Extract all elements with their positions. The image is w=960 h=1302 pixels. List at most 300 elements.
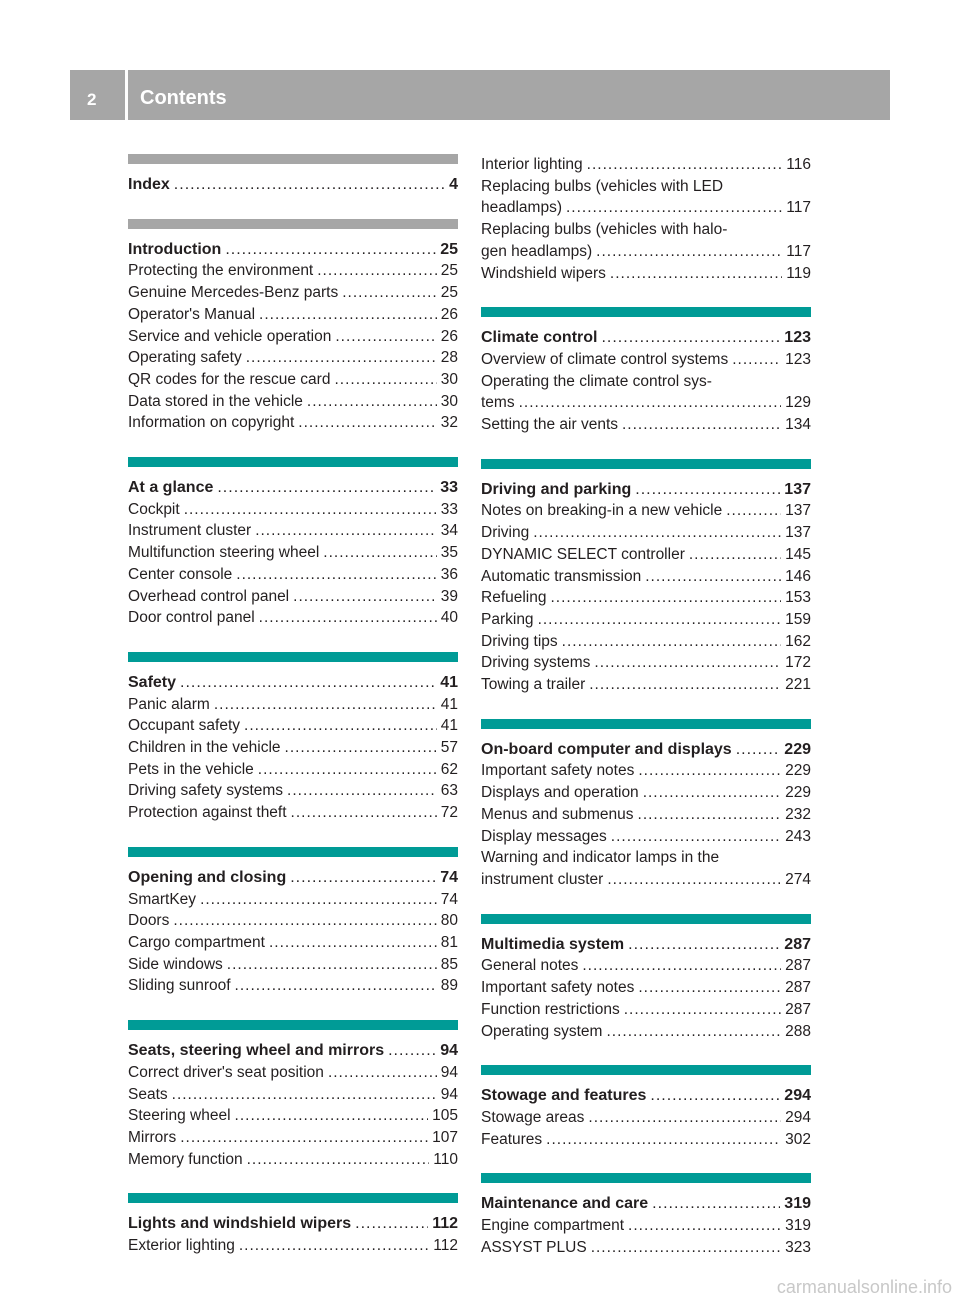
toc-entry-page-number: 94 — [440, 1085, 458, 1103]
toc-entry-page-number: 39 — [440, 587, 458, 605]
dot-leader — [285, 737, 437, 759]
toc-entry-row — [481, 197, 811, 219]
toc-entry-page-number: 302 — [785, 1130, 811, 1148]
section-title: At a glance — [128, 479, 214, 497]
toc-entry-row — [128, 802, 458, 824]
toc-entry-label: Operating safety — [128, 349, 242, 367]
dot-leader — [610, 263, 782, 285]
toc-entry-label: Driving tips — [481, 632, 558, 650]
toc-entry-row — [481, 1107, 811, 1129]
toc-entry-label-line1: Warning and indicator lamps in the — [481, 849, 720, 867]
toc-entry-row — [481, 566, 811, 588]
toc-entry-label: Important safety notes — [481, 979, 635, 997]
toc-entry-label: ASSYST PLUS — [481, 1238, 587, 1256]
toc-entry[interactable] — [128, 369, 458, 391]
toc-right-column — [481, 154, 811, 1281]
dot-leader — [645, 566, 781, 588]
toc-entry-label: Protection against theft — [128, 804, 287, 822]
toc-entry-page-number: 319 — [785, 1217, 811, 1235]
toc-entry-label: SmartKey — [128, 890, 197, 908]
dot-leader — [172, 1084, 437, 1106]
toc-entry-label: Occupant safety — [128, 717, 241, 735]
toc-entry[interactable] — [481, 522, 811, 544]
toc-entry-page-number: 25 — [440, 262, 458, 280]
toc-section — [128, 457, 458, 629]
section-title: Opening and closing — [128, 868, 287, 886]
toc-entry-page-number: 36 — [440, 565, 458, 583]
toc-entry-page-number: 229 — [785, 762, 811, 780]
toc-entry-page-number: 243 — [785, 827, 811, 845]
dot-leader — [323, 542, 436, 564]
toc-entry-page-number: 153 — [785, 589, 811, 607]
dot-leader — [736, 739, 781, 761]
toc-entry-label: Protecting the environment — [128, 262, 314, 280]
toc-entry[interactable] — [481, 631, 811, 653]
toc-entry-row — [128, 672, 458, 694]
dot-leader — [246, 347, 437, 369]
toc-entry-label: Windshield wipers — [481, 264, 606, 282]
toc-entry[interactable] — [128, 1084, 458, 1106]
section-heading[interactable] — [128, 672, 458, 694]
toc-entry-row — [481, 349, 811, 371]
dot-leader — [173, 910, 436, 932]
toc-entry-page-number: 274 — [785, 870, 811, 888]
toc-entry-label: Exterior lighting — [128, 1237, 235, 1255]
toc-entry[interactable] — [481, 652, 811, 674]
section-heading[interactable] — [128, 1213, 458, 1235]
section-bar — [128, 1193, 458, 1203]
dot-leader — [334, 369, 436, 391]
toc-entry-page-number: 159 — [785, 610, 811, 628]
toc-entry[interactable] — [481, 760, 811, 782]
toc-entry-label: Mirrors — [128, 1128, 177, 1146]
toc-section — [481, 307, 811, 436]
toc-entry-row — [128, 174, 458, 196]
toc-entry-label: gen headlamps) — [481, 242, 593, 260]
toc-entry-row — [481, 1193, 811, 1215]
toc-entry-row — [128, 520, 458, 542]
toc-entry-row — [128, 737, 458, 759]
section-title: Lights and windshield wipers — [128, 1215, 352, 1233]
section-heading[interactable] — [481, 1193, 811, 1215]
dot-leader — [594, 652, 781, 674]
section-heading[interactable] — [481, 479, 811, 501]
toc-entry[interactable] — [481, 154, 811, 176]
toc-entry-page-number: 80 — [440, 912, 458, 930]
dot-leader — [269, 932, 437, 954]
toc-entry[interactable] — [128, 802, 458, 824]
page-header — [70, 70, 890, 120]
toc-entry-row — [128, 1040, 458, 1062]
toc-entry-row — [128, 369, 458, 391]
dot-leader — [342, 282, 437, 304]
toc-entry-label: Information on copyright — [128, 414, 295, 432]
toc-entry-row — [128, 1149, 458, 1171]
toc-section — [481, 1065, 811, 1150]
toc-entry-row — [128, 759, 458, 781]
toc-entry[interactable] — [481, 977, 811, 999]
toc-entry-row — [128, 499, 458, 521]
toc-entry-label-line1: Operating the climate control sys- — [481, 372, 712, 390]
toc-section — [481, 719, 811, 891]
section-heading[interactable] — [128, 239, 458, 261]
toc-entry-label: Steering wheel — [128, 1107, 231, 1125]
toc-entry-row — [128, 564, 458, 586]
toc-section — [481, 459, 811, 696]
toc-entry-row — [481, 674, 811, 696]
toc-entry-page-number: 129 — [785, 394, 811, 412]
toc-entry-page-number: 74 — [440, 890, 458, 908]
toc-entry[interactable] — [481, 371, 811, 414]
toc-entry-row — [128, 586, 458, 608]
toc-entry[interactable] — [481, 804, 811, 826]
section-bar — [128, 457, 458, 467]
toc-entry-label: Data stored in the vehicle — [128, 392, 303, 410]
toc-entry[interactable] — [481, 847, 811, 890]
toc-entry-page-number: 323 — [785, 1238, 811, 1256]
dot-leader — [601, 327, 780, 349]
toc-entry[interactable] — [128, 737, 458, 759]
toc-entry-row — [481, 609, 811, 631]
toc-entry-row — [481, 1215, 811, 1237]
dot-leader — [638, 804, 782, 826]
toc-entry[interactable] — [128, 1149, 458, 1171]
section-title: Multimedia system — [481, 935, 625, 953]
toc-entry-label-line1: Replacing bulbs (vehicles with halo- — [481, 221, 728, 239]
toc-entry-page-number: 162 — [785, 632, 811, 650]
toc-entry-row — [481, 934, 811, 956]
toc-entry-label-line1: Replacing bulbs (vehicles with LED — [481, 177, 724, 195]
toc-entry-label: Stowage areas — [481, 1108, 585, 1126]
toc-entry[interactable] — [481, 500, 811, 522]
toc-entry[interactable] — [128, 412, 458, 434]
toc-entry-page-number: 172 — [785, 654, 811, 672]
toc-entry-label: Memory function — [128, 1150, 243, 1168]
toc-entry[interactable] — [128, 759, 458, 781]
section-title: Introduction — [128, 240, 222, 258]
toc-entry-page-number: 35 — [440, 544, 458, 562]
toc-entry[interactable] — [481, 176, 811, 219]
section-title: On-board computer and displays — [481, 740, 732, 758]
toc-entry-page-number: 28 — [440, 349, 458, 367]
toc-entry-row — [481, 263, 811, 285]
toc-entry[interactable] — [128, 326, 458, 348]
dot-leader — [200, 889, 437, 911]
dot-leader — [180, 1127, 428, 1149]
toc-entry-page-number: 123 — [785, 350, 811, 368]
toc-entry-label: Pets in the vehicle — [128, 760, 254, 778]
toc-entry[interactable] — [128, 391, 458, 413]
toc-entry-page-number: 63 — [440, 782, 458, 800]
toc-entry[interactable] — [481, 1129, 811, 1151]
toc-entry-row — [128, 282, 458, 304]
section-heading[interactable] — [481, 934, 811, 956]
dot-leader — [638, 977, 781, 999]
toc-entry-row — [128, 1213, 458, 1235]
section-page-number: 33 — [440, 479, 458, 497]
toc-entry-page-number: 62 — [440, 760, 458, 778]
section-heading[interactable] — [128, 174, 458, 196]
toc-entry[interactable] — [128, 347, 458, 369]
toc-entry-page-number: 145 — [785, 545, 811, 563]
section-bar — [481, 1065, 811, 1075]
dot-leader — [596, 241, 782, 263]
dot-leader — [247, 1149, 430, 1171]
dot-leader — [180, 672, 436, 694]
dot-leader — [643, 782, 781, 804]
toc-entry-row — [481, 1021, 811, 1043]
toc-entry-row — [481, 999, 811, 1021]
dot-leader — [225, 239, 436, 261]
section-page-number: 229 — [784, 740, 811, 758]
dot-leader — [622, 414, 781, 436]
toc-entry[interactable] — [481, 674, 811, 696]
dot-leader — [624, 999, 781, 1021]
toc-entry-label: Genuine Mercedes-Benz parts — [128, 284, 339, 302]
toc-entry-page-number: 72 — [440, 804, 458, 822]
toc-entry-label: Service and vehicle operation — [128, 327, 332, 345]
dot-leader — [533, 522, 781, 544]
toc-entry-row — [481, 652, 811, 674]
toc-entry[interactable] — [128, 975, 458, 997]
toc-entry-label: Driving — [481, 524, 530, 542]
toc-entry-row — [128, 1127, 458, 1149]
toc-entry[interactable] — [481, 999, 811, 1021]
toc-entry-label: Refueling — [481, 589, 547, 607]
section-heading[interactable] — [481, 739, 811, 761]
dot-leader — [635, 479, 780, 501]
toc-entry[interactable] — [128, 1062, 458, 1084]
toc-entry[interactable] — [481, 1215, 811, 1237]
toc-entry-row — [128, 694, 458, 716]
toc-entry[interactable] — [481, 1021, 811, 1043]
toc-entry-page-number: 26 — [440, 327, 458, 345]
toc-entry-row — [128, 1235, 458, 1257]
dot-leader — [607, 869, 781, 891]
section-title: Seats, steering wheel and mirrors — [128, 1042, 385, 1060]
toc-entry[interactable] — [128, 694, 458, 716]
dot-leader — [628, 1215, 781, 1237]
toc-entry-row — [128, 260, 458, 282]
watermark-text: carmanualsonline.info — [776, 1277, 952, 1297]
section-heading[interactable] — [481, 1085, 811, 1107]
section-page-number: 294 — [784, 1087, 811, 1105]
toc-entry[interactable] — [128, 1235, 458, 1257]
page-title: Contents — [140, 87, 227, 109]
toc-entry[interactable] — [481, 263, 811, 285]
section-page-number: 137 — [784, 480, 811, 498]
toc-entry[interactable] — [128, 304, 458, 326]
toc-entry-label: Engine compartment — [481, 1217, 625, 1235]
toc-entry[interactable] — [481, 826, 811, 848]
toc-entry-row — [128, 932, 458, 954]
toc-entry[interactable] — [481, 544, 811, 566]
toc-entry-row — [481, 631, 811, 653]
toc-entry[interactable] — [128, 954, 458, 976]
section-page-number: 287 — [784, 935, 811, 953]
toc-section — [128, 219, 458, 434]
toc-entry[interactable] — [481, 609, 811, 631]
toc-entry-row — [481, 1129, 811, 1151]
toc-entry-page-number: 30 — [440, 392, 458, 410]
section-heading[interactable] — [128, 1040, 458, 1062]
header-divider — [125, 70, 128, 120]
toc-entry-row — [481, 826, 811, 848]
section-page-number: 112 — [432, 1215, 458, 1233]
dot-leader — [566, 197, 782, 219]
toc-entry-page-number: 32 — [440, 414, 458, 432]
toc-section — [128, 154, 458, 196]
dot-leader — [259, 607, 437, 629]
toc-entry-page-number: 287 — [785, 957, 811, 975]
toc-entry-row — [481, 739, 811, 761]
toc-entry-row — [128, 780, 458, 802]
toc-entry[interactable] — [128, 910, 458, 932]
section-page-number: 319 — [784, 1195, 811, 1213]
toc-entry-label: QR codes for the rescue card — [128, 370, 331, 388]
toc-entry-label: Door control panel — [128, 609, 255, 627]
toc-entry[interactable] — [128, 282, 458, 304]
toc-entry-row — [128, 412, 458, 434]
toc-entry-page-number: 112 — [433, 1237, 458, 1255]
toc-entry[interactable] — [128, 564, 458, 586]
section-bar — [128, 219, 458, 229]
dot-leader — [290, 867, 436, 889]
dot-leader — [235, 975, 437, 997]
section-page-number: 4 — [449, 176, 458, 193]
toc-entry-label: Driving systems — [481, 654, 591, 672]
toc-entry-row — [128, 391, 458, 413]
toc-entry-label: Automatic transmission — [481, 567, 642, 585]
section-title: Climate control — [481, 329, 598, 347]
toc-entry[interactable] — [128, 1127, 458, 1149]
toc-entry-label: Displays and operation — [481, 784, 639, 802]
section-bar — [481, 914, 811, 924]
toc-entry-row — [481, 522, 811, 544]
dot-leader — [328, 1062, 437, 1084]
toc-entry-row — [128, 477, 458, 499]
dot-leader — [650, 1085, 780, 1107]
toc-entry-row — [128, 326, 458, 348]
toc-entry[interactable] — [128, 542, 458, 564]
dot-leader — [255, 520, 437, 542]
section-heading[interactable] — [481, 327, 811, 349]
toc-entry[interactable] — [128, 586, 458, 608]
dot-leader — [293, 586, 437, 608]
toc-entry-row — [481, 977, 811, 999]
toc-section — [481, 914, 811, 1043]
toc-entry-page-number: 117 — [786, 242, 811, 260]
toc-entry-page-number: 119 — [786, 264, 811, 282]
dot-leader — [214, 694, 437, 716]
toc-entry[interactable] — [128, 1105, 458, 1127]
toc-entry[interactable] — [481, 349, 811, 371]
toc-entry-label: Menus and submenus — [481, 805, 634, 823]
toc-entry[interactable] — [128, 607, 458, 629]
toc-entry-label: DYNAMIC SELECT controller — [481, 545, 685, 563]
toc-entry-label: Display messages — [481, 827, 607, 845]
dot-leader — [298, 412, 436, 434]
toc-entry-page-number: 105 — [432, 1107, 458, 1125]
toc-entry-page-number: 41 — [440, 717, 458, 735]
toc-entry[interactable] — [128, 715, 458, 737]
dot-leader — [591, 1237, 781, 1259]
toc-entry-label: Sliding sunroof — [128, 977, 231, 995]
dot-leader — [638, 760, 781, 782]
toc-entry-label: Multifunction steering wheel — [128, 544, 320, 562]
toc-entry[interactable] — [128, 889, 458, 911]
toc-entry[interactable] — [481, 782, 811, 804]
section-bar — [128, 652, 458, 662]
toc-entry[interactable] — [128, 260, 458, 282]
toc-entry-page-number: 221 — [785, 676, 811, 694]
toc-entry-label: Correct driver's seat position — [128, 1063, 324, 1081]
section-bar — [481, 1173, 811, 1183]
toc-entry-label: Overhead control panel — [128, 587, 290, 605]
toc-entry-page-number: 146 — [785, 567, 811, 585]
toc-entry-page-number: 89 — [440, 977, 458, 995]
dot-leader — [551, 587, 782, 609]
toc-entry-page-number: 294 — [785, 1108, 811, 1126]
toc-entry-row — [481, 1085, 811, 1107]
toc-entry-label: Seats — [128, 1085, 168, 1103]
toc-entry-label: Interior lighting — [481, 156, 583, 173]
toc-entry-row — [481, 327, 811, 349]
toc-entry-page-number: 40 — [440, 609, 458, 627]
dot-leader — [546, 1129, 781, 1151]
toc-entry-label: instrument cluster — [481, 870, 604, 888]
toc-entry[interactable] — [481, 1237, 811, 1259]
toc-section — [128, 1020, 458, 1170]
toc-entry-row — [128, 542, 458, 564]
section-title: Maintenance and care — [481, 1195, 649, 1213]
toc-entry[interactable] — [128, 932, 458, 954]
toc-entry-page-number: 25 — [440, 284, 458, 302]
toc-entry[interactable] — [128, 780, 458, 802]
toc-entry-label: tems — [481, 394, 515, 412]
toc-entry[interactable] — [128, 499, 458, 521]
toc-entry[interactable] — [481, 566, 811, 588]
toc-entry-label: Operator's Manual — [128, 305, 256, 323]
section-title: Safety — [128, 673, 177, 691]
toc-entry-page-number: 94 — [440, 1063, 458, 1081]
toc-entry[interactable] — [128, 520, 458, 542]
toc-entry-row — [128, 1062, 458, 1084]
section-heading[interactable] — [128, 477, 458, 499]
toc-entry-label: Children in the vehicle — [128, 739, 281, 757]
toc-entry[interactable] — [481, 955, 811, 977]
dot-leader — [355, 1213, 428, 1235]
toc-entry-row — [128, 1105, 458, 1127]
toc-entry-label: Cargo compartment — [128, 933, 265, 951]
dot-leader — [174, 174, 445, 196]
toc-entry[interactable] — [481, 414, 811, 436]
dot-leader — [335, 326, 436, 348]
section-heading[interactable] — [128, 867, 458, 889]
toc-entry-row — [481, 869, 811, 891]
toc-entry-row — [481, 1237, 811, 1259]
toc-entry-label: Cockpit — [128, 500, 180, 518]
toc-entry[interactable] — [481, 1107, 811, 1129]
toc-entry-row — [481, 760, 811, 782]
toc-entry-page-number: 30 — [440, 370, 458, 388]
toc-entry-row — [481, 782, 811, 804]
dot-leader — [582, 955, 781, 977]
toc-entry[interactable] — [481, 219, 811, 262]
toc-entry[interactable] — [481, 587, 811, 609]
toc-entry-row — [128, 954, 458, 976]
dot-leader — [628, 934, 780, 956]
